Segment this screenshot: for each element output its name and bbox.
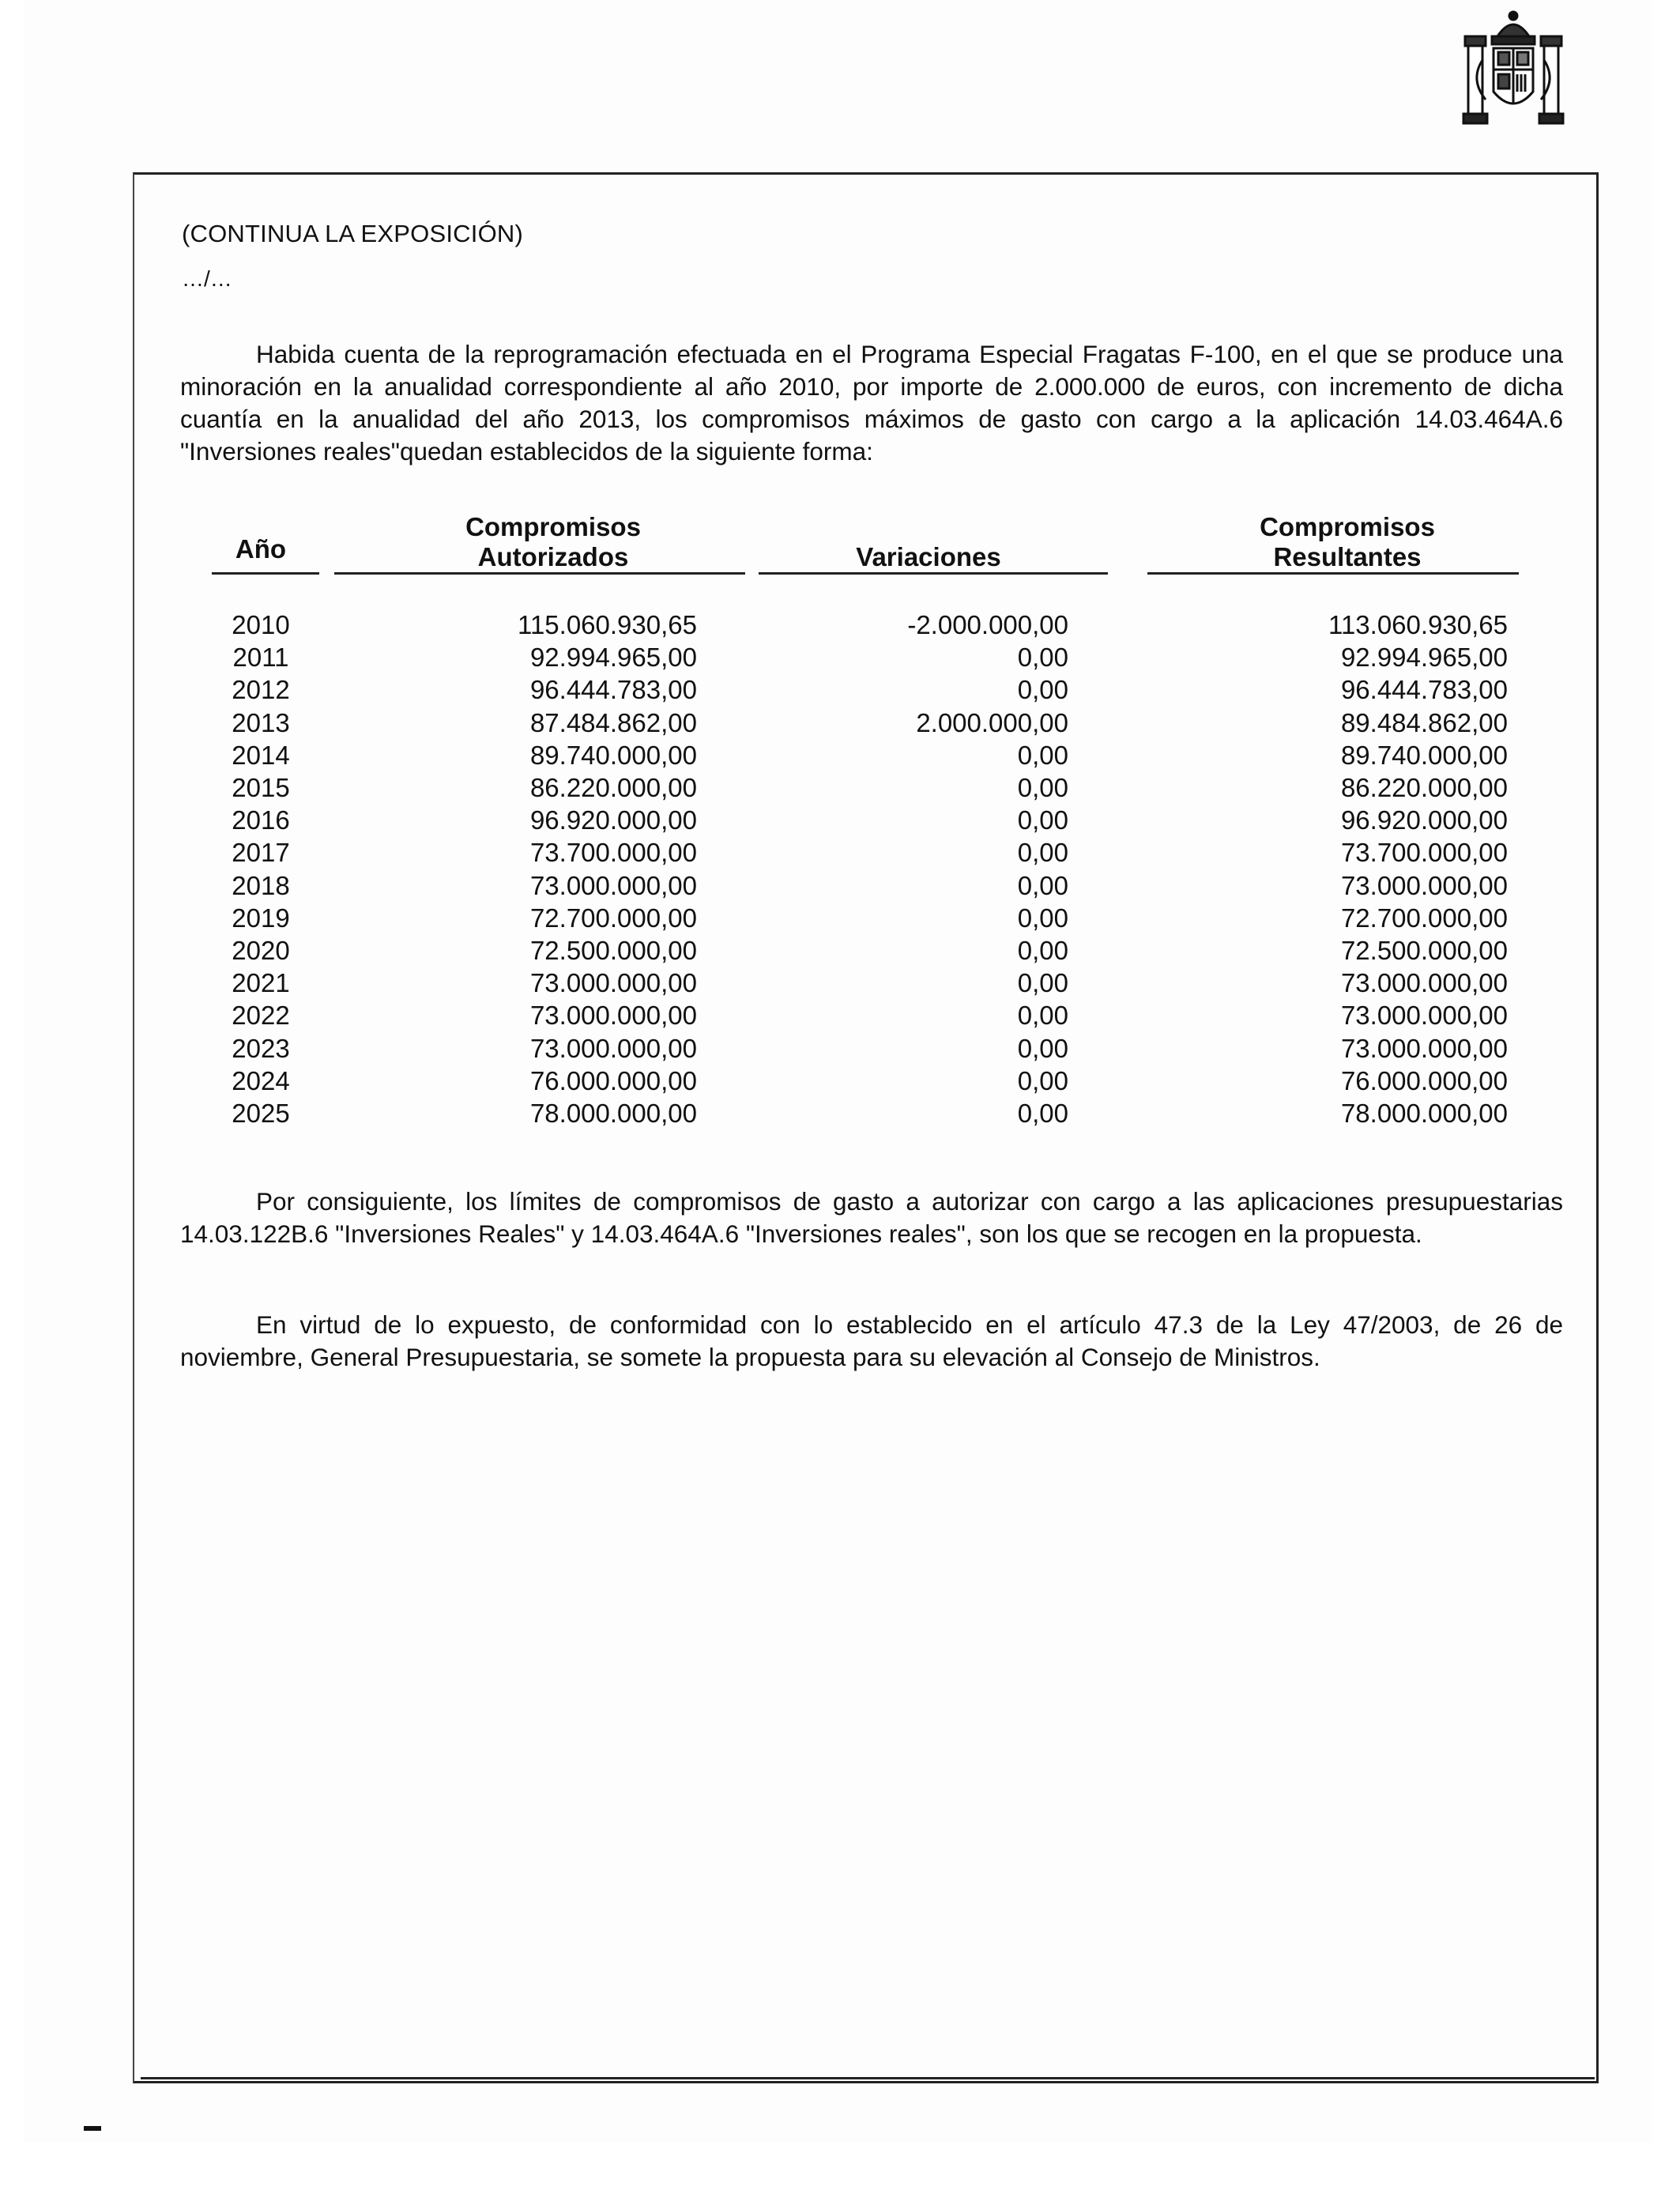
row-resulting: 73.000.000,00 <box>1340 1033 1508 1063</box>
row-year: 2025 <box>232 1099 290 1128</box>
header-resulting-line2: Resultantes <box>1273 542 1422 571</box>
row-year: 2016 <box>232 805 290 835</box>
row-authorized: 96.920.000,00 <box>529 805 697 835</box>
header-variations: Variaciones <box>856 542 1001 571</box>
row-variation: 0,00 <box>1017 643 1068 673</box>
row-variation: 0,00 <box>1017 740 1068 770</box>
row-authorized: 92.994.965,00 <box>529 643 697 673</box>
row-variation: 0,00 <box>1017 936 1068 965</box>
row-year: 2023 <box>232 1033 290 1063</box>
row-variation: 0,00 <box>1017 903 1068 933</box>
header-authorized-rule <box>334 572 745 575</box>
row-variation: 2.000.000,00 <box>916 707 1068 737</box>
row-authorized: 86.220.000,00 <box>529 773 697 802</box>
header-authorized-line1: Compromisos <box>465 512 641 541</box>
row-authorized: 96.444.783,00 <box>529 675 697 705</box>
row-authorized: 72.500.000,00 <box>529 936 697 965</box>
row-authorized: 115.060.930,65 <box>518 610 697 639</box>
row-authorized: 73.000.000,00 <box>529 1001 697 1031</box>
intro-paragraph: Habida cuenta de la reprogramación efectuada en el Programa Especial Fragatas F-100, en el que se produce una minoración en la anualidad correspondiente al año 2010, por importe de 2.000.000 de euros, con incremento de dicha cuantía en la anualidad del año 2013, los compromisos máximos de gasto con cargo a la aplicación 14.03.464A.6 "Inversiones reales"quedan establecidos de la siguiente forma: <box>180 340 1563 466</box>
row-year: 2012 <box>232 675 290 705</box>
row-resulting: 73.000.000,00 <box>1340 870 1508 900</box>
document-page <box>24 0 1652 2142</box>
row-year: 2017 <box>232 838 290 868</box>
row-variation: 0,00 <box>1017 870 1068 900</box>
row-variation: 0,00 <box>1017 1065 1068 1095</box>
row-year: 2018 <box>232 870 290 900</box>
row-variation: 0,00 <box>1017 1033 1068 1063</box>
row-year: 2019 <box>232 903 290 933</box>
row-year: 2020 <box>232 936 290 965</box>
row-resulting: 72.500.000,00 <box>1340 936 1508 965</box>
row-variation: 0,00 <box>1017 838 1068 868</box>
row-year: 2024 <box>232 1065 290 1095</box>
row-variation: -2.000.000,00 <box>907 610 1068 639</box>
row-resulting: 73.700.000,00 <box>1340 838 1508 868</box>
row-year: 2022 <box>232 1001 290 1031</box>
footer-rule <box>141 2077 1595 2079</box>
row-year: 2011 <box>232 643 289 673</box>
row-resulting: 76.000.000,00 <box>1340 1065 1508 1095</box>
continuation-heading: (CONTINUA LA EXPOSICIÓN) <box>182 220 523 247</box>
coat-of-arms-icon <box>1454 5 1573 139</box>
row-resulting: 89.740.000,00 <box>1340 740 1508 770</box>
continuation-ellipsis: …/… <box>182 266 232 291</box>
header-authorized-line2: Autorizados <box>477 542 629 571</box>
row-year: 2010 <box>232 610 290 639</box>
row-resulting: 73.000.000,00 <box>1340 968 1508 998</box>
row-variation: 0,00 <box>1017 675 1068 705</box>
row-year: 2021 <box>232 968 290 998</box>
row-authorized: 76.000.000,00 <box>529 1065 697 1095</box>
row-resulting: 89.484.862,00 <box>1340 707 1508 737</box>
row-resulting: 73.000.000,00 <box>1340 1001 1508 1031</box>
header-variations-rule <box>759 572 1108 575</box>
row-year: 2015 <box>232 773 290 802</box>
row-authorized: 89.740.000,00 <box>529 740 697 770</box>
row-variation: 0,00 <box>1017 773 1068 802</box>
header-resulting-line1: Compromisos <box>1260 512 1435 541</box>
row-resulting: 113.060.930,65 <box>1328 610 1508 639</box>
row-year: 2014 <box>232 740 290 770</box>
row-resulting: 86.220.000,00 <box>1340 773 1508 802</box>
row-variation: 0,00 <box>1017 968 1068 998</box>
row-resulting: 78.000.000,00 <box>1340 1099 1508 1128</box>
consequence-paragraph: Por consiguiente, los límites de compromisos de gasto a autorizar con cargo a las aplicaciones presupuestarias 14.03.122B.6 "Inversiones Reales" y 14.03.464A.6 "Inversiones reales", son los que se recogen en la propuesta. <box>180 1187 1563 1248</box>
row-authorized: 73.000.000,00 <box>529 1033 697 1063</box>
row-authorized: 87.484.862,00 <box>529 707 697 737</box>
row-resulting: 72.700.000,00 <box>1340 903 1508 933</box>
header-year: Año <box>235 534 287 564</box>
row-authorized: 73.000.000,00 <box>529 968 697 998</box>
closing-paragraph: En virtud de lo expuesto, de conformidad con lo establecido en el artículo 47.3 de la Ley 47/2003, de 26 de noviembre, General Presupuestaria, se somete la propuesta para su elevación al Consejo de Ministros. <box>180 1310 1563 1371</box>
row-authorized: 73.000.000,00 <box>529 870 697 900</box>
header-year-rule <box>212 572 319 575</box>
margin-mark <box>84 2126 101 2131</box>
row-variation: 0,00 <box>1017 805 1068 835</box>
row-authorized: 78.000.000,00 <box>529 1099 697 1128</box>
row-year: 2013 <box>232 707 290 737</box>
row-authorized: 72.700.000,00 <box>529 903 697 933</box>
row-variation: 0,00 <box>1017 1099 1068 1128</box>
header-resulting-rule <box>1147 572 1519 575</box>
row-variation: 0,00 <box>1017 1001 1068 1031</box>
row-resulting: 92.994.965,00 <box>1340 643 1508 673</box>
row-authorized: 73.700.000,00 <box>529 838 697 868</box>
row-resulting: 96.444.783,00 <box>1340 675 1508 705</box>
row-resulting: 96.920.000,00 <box>1340 805 1508 835</box>
